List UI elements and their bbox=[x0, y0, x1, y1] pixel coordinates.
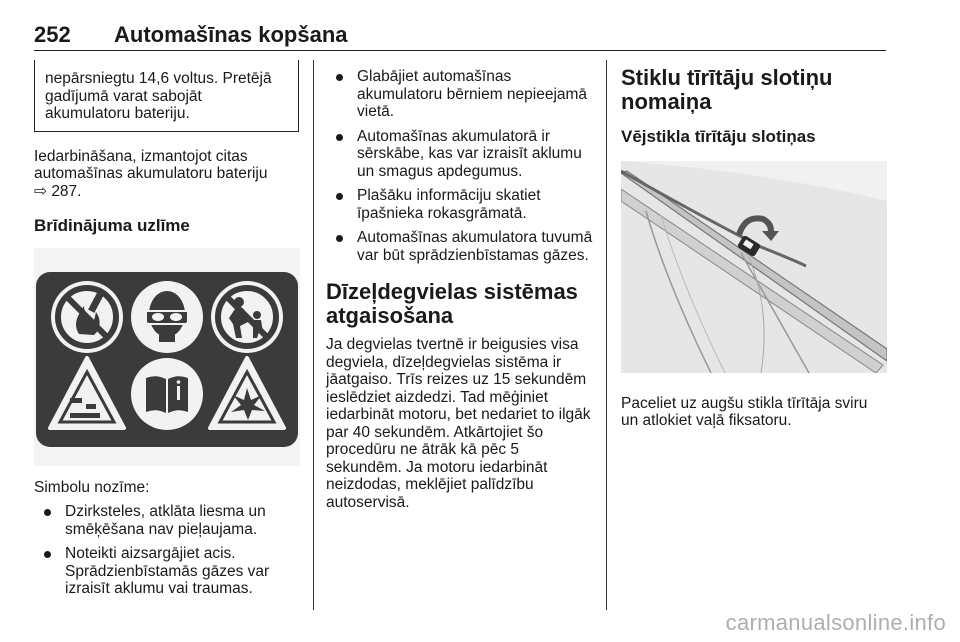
bullet-icon bbox=[44, 551, 51, 558]
eye-protection-icon bbox=[131, 281, 203, 353]
page-title: Automašīnas kopšana bbox=[114, 22, 348, 47]
warning-label-figure bbox=[34, 248, 300, 466]
list-item-text: Automašīnas akumulatorā ir sērskābe, kas var izraisīt aklumu un smagus apdegumus. bbox=[357, 127, 582, 180]
bullet-icon bbox=[336, 235, 343, 242]
bullet-icon bbox=[336, 193, 343, 200]
note-text: nepārsniegtu 14,6 voltus. Pretējā gadījumā varat sabojāt akumulatoru bateriju. bbox=[45, 70, 272, 122]
warning-label-heading: Brīdinājuma uzlīme bbox=[34, 216, 190, 235]
page-number: 252 bbox=[34, 22, 71, 47]
wiper-heading: Stiklu tīrītāju slotiņu nomaiņa bbox=[621, 65, 833, 114]
jumpstart-ref-link[interactable]: 287. bbox=[51, 182, 82, 200]
column-divider bbox=[606, 60, 607, 610]
wiper-blade-figure bbox=[621, 161, 887, 373]
list-item bbox=[326, 128, 594, 181]
list-item-text: Plašāku informāciju skatiet īpašnieka rokasgrāmatā. bbox=[357, 187, 541, 222]
bullet-icon bbox=[336, 74, 343, 81]
cross-reference-arrow-icon: ⇨ bbox=[34, 182, 47, 200]
jumpstart-paragraph bbox=[34, 148, 300, 201]
bullet-icon bbox=[44, 509, 51, 516]
list-item bbox=[326, 229, 594, 264]
column-left bbox=[34, 60, 300, 605]
list-item-text: Glabājiet automašīnas akumulatoru bērniem nepieejamā vietā. bbox=[357, 68, 588, 120]
page-header bbox=[34, 20, 886, 51]
bullet-icon bbox=[336, 134, 343, 141]
column-divider bbox=[313, 60, 314, 610]
wiper-subheading: Vējstikla tīrītāju slotiņas bbox=[621, 127, 816, 146]
list-item bbox=[34, 545, 300, 598]
symbol-bullet-list bbox=[34, 503, 300, 598]
column-middle bbox=[326, 60, 594, 511]
no-open-flame-icon bbox=[51, 281, 123, 353]
list-item-text: Dzirksteles, atklāta liesma un smēķēšana nav pieļaujama. bbox=[65, 503, 266, 538]
column-right bbox=[621, 60, 887, 430]
list-item-text: Automašīnas akumulatora tuvumā var būt sprādzienbīstamas gāzes. bbox=[357, 229, 593, 264]
diesel-heading: Dīzeļdegvielas sistēmas atgaisošana bbox=[326, 279, 578, 328]
battery-bullet-list bbox=[326, 68, 594, 264]
jumpstart-text: Iedarbināšana, izmantojot citas automašīnas akumulatoru bateriju bbox=[34, 147, 268, 182]
list-item-text: Noteikti aizsargājiet acis. Sprādzienbīstamās gāzes var izraisīt aklumu vai traumas. bbox=[65, 545, 270, 597]
symbols-intro: Simbolu nozīme: bbox=[34, 478, 150, 496]
list-item bbox=[326, 68, 594, 121]
list-item bbox=[326, 187, 594, 222]
watermark: carmanualsonline.info bbox=[725, 610, 946, 635]
list-item bbox=[34, 503, 300, 538]
keep-children-away-icon bbox=[211, 281, 283, 353]
diesel-paragraph: Ja degvielas tvertnē ir beigusies visa degviela, dīzeļdegvielas sistēma ir jāatgaiso. Trīs reizes uz 15 sekundēm ieslēdziet aizdedzi. Tad mēģiniet iedarbināt motoru, bet nedariet to ilgāk par 40 sekundēm. Atkārtojiet šo procedūru ne ātrāk kā pēc 5 sekundēm. Ja motoru iedarbināt neizdodas, meklējiet palīdzību autoservisā. bbox=[326, 336, 591, 511]
note-box bbox=[34, 60, 299, 132]
read-manual-icon bbox=[131, 358, 203, 430]
wiper-instruction: Paceliet uz augšu stikla tīrītāja sviru un atlokiet vaļā fiksatoru. bbox=[621, 394, 868, 429]
